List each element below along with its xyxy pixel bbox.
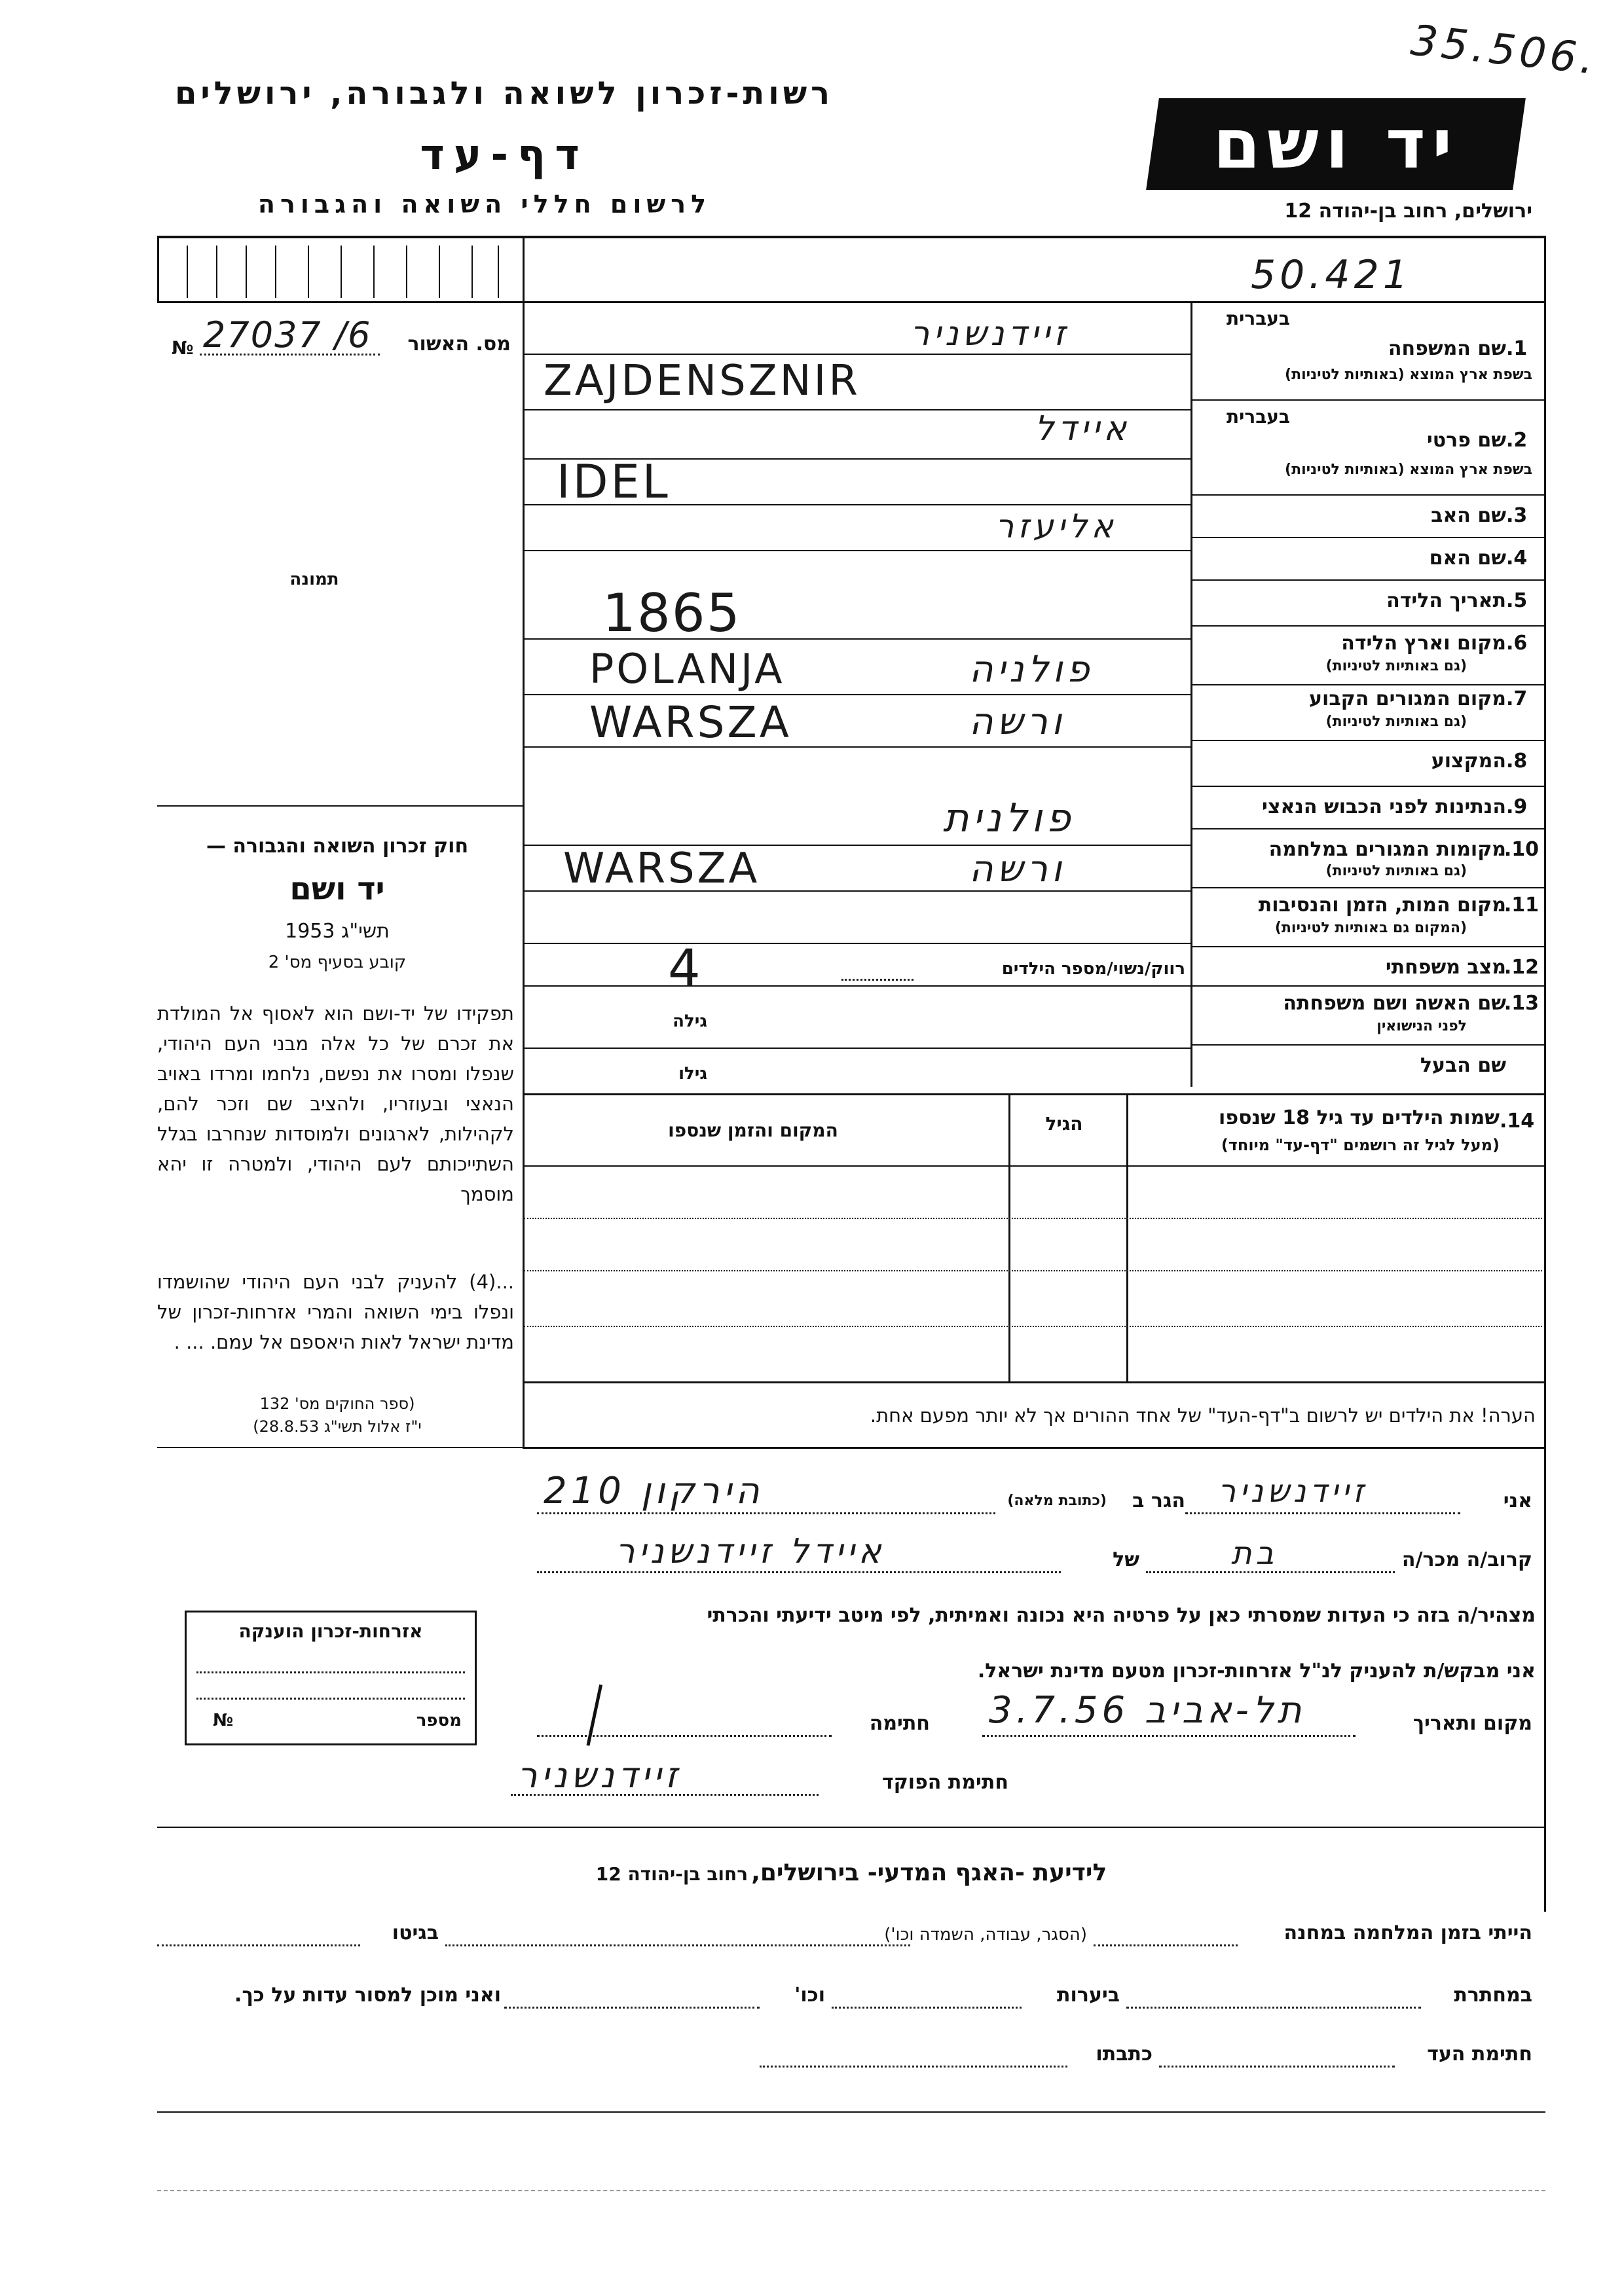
field-7-number: 7. [1506, 687, 1528, 710]
note-bottom [523, 1447, 1544, 1449]
citizenship-title: אזרחות-זכרון הוענקה [238, 1620, 423, 1642]
note-left [523, 1381, 525, 1447]
footer-cut-line [157, 2190, 1545, 2191]
field-5-value: 1865 [602, 583, 741, 644]
field-9-number: 9. [1506, 795, 1528, 818]
row-3-bottom [1190, 537, 1544, 538]
children-divider-1 [1126, 1093, 1128, 1381]
children-divider-2 [1008, 1093, 1010, 1381]
field-7-label: מקום המגורים הקבוע [1309, 687, 1506, 710]
field-11-number: 11. [1504, 894, 1539, 917]
row-12-bottom [1190, 985, 1544, 987]
citizenship-line-2 [196, 1698, 465, 1700]
field-6-latin-value: POLANJA [589, 645, 785, 693]
decl-place-date-value: תל-אביב 3.7.56 [989, 1689, 1306, 1732]
authority-name: רשות-זכרון לשואה ולגבורה, ירושלים [174, 75, 834, 112]
footer-bottom-rule [157, 2111, 1545, 2113]
law-text-2: ...(4) להעניק לבני העם היהודי שהושמדו ונפלו בימי השואה והמרי אזרחות-זכרון של מדינת ישראל לאות היאספם אל עמם. ... . [157, 1271, 514, 1353]
field-13-sub: לפני הנישואין [1376, 1018, 1467, 1034]
field-1-label: שם המשפחה [1388, 337, 1506, 360]
tick-10 [471, 246, 473, 298]
tick-7 [373, 246, 375, 298]
decl-address-line [537, 1512, 995, 1514]
decl-relation-value: בת [1231, 1535, 1278, 1572]
children-sub: (מעל לגיל זה רושמים "דף-עד" מיוחד) [1221, 1136, 1500, 1154]
field-6-label: מקום וארץ הלידה [1341, 632, 1506, 655]
field-3-value: אליעזר [995, 507, 1117, 545]
footer-title: לידיעת -האגף המדעי- בירושלים, [751, 1859, 1107, 1886]
decl-signature-label: חתימה [869, 1712, 930, 1735]
decl-official-label: חתימת הפוקד [882, 1771, 1008, 1794]
footer-line2c: וכו' [794, 1984, 825, 2007]
tick-2 [216, 246, 217, 298]
field-10-sub: (גם באותיות לטיניות) [1325, 863, 1467, 879]
footer-line2-fill-3 [504, 2007, 760, 2009]
field-7-sub: (גם באותיות לטיניות) [1325, 714, 1467, 730]
row-1-bottom [1190, 399, 1544, 401]
tick-3 [246, 246, 247, 298]
decl-line-4: אני מבקש/ת להעניק לנ"ל אזרחות-זכרון מטעם מדינת ישראל. [977, 1660, 1536, 1683]
field-9-value: פולנית [943, 795, 1075, 841]
archive-number: 35.506. [1408, 16, 1600, 84]
field-6-hebrew-value: פולניה [969, 648, 1094, 691]
field-9-label: הנתינות לפני הכבוש הנאצי [1262, 795, 1506, 818]
field-3-number: 3. [1506, 504, 1528, 527]
field-10-number: 10. [1504, 838, 1539, 861]
decl-line-3: מצהיר/ה בזה כי העדות שמסרתי כאן על פרטיה היא נכונה ואמיתית, לפי מיטב ידיעתי והכרתי [707, 1604, 1536, 1627]
law-ref-1: (ספר החוקים מס' 132 [259, 1394, 415, 1413]
field-12-inline-label: רווק/נשוי/מספר הילדים [1001, 959, 1185, 979]
footer-line1a: הייתי בזמן המלחמה במחנה [1283, 1922, 1532, 1944]
field-7-latin-value: WARSZA [589, 697, 792, 748]
footer-title-line [524, 1859, 1179, 1886]
decl-official-value: זיידנשניר [517, 1755, 682, 1796]
field-3-label: שם האב [1431, 504, 1506, 527]
field-12-number: 12. [1504, 956, 1539, 979]
tick-11 [498, 246, 499, 298]
decl-ani-line [1185, 1512, 1460, 1514]
form-title: דף-עד [420, 131, 589, 179]
footer-line2a: במחתרת [1454, 1984, 1532, 2007]
law-year: תשי"ג 1953 [285, 920, 390, 943]
decl-of-value: איידל זיידנשניר [616, 1532, 885, 1571]
law-title: חוק זכרון השואה והגבורה — [206, 835, 469, 858]
field-8-number: 8. [1506, 750, 1528, 773]
decl-place-date-line [982, 1735, 1356, 1737]
field-1-latin-value: ZAJDENSZNIR [544, 357, 860, 405]
field-13-label: שם האשה ושם משפחתה [1283, 992, 1506, 1015]
field-2-sub: בשפת ארץ המוצא (באותיות לטיניות) [1285, 462, 1532, 478]
logo-text: יד ושם [1213, 104, 1459, 184]
hand-number: 50.421 [1251, 252, 1412, 298]
field-1-lang: בעברית [1226, 308, 1290, 329]
field-10-latin-value: WARSZA [563, 845, 760, 893]
citizenship-line-1 [196, 1671, 465, 1673]
entry-line-6 [523, 694, 1190, 695]
yad-vashem-logo [1146, 98, 1526, 190]
husband-age-label: גילו [678, 1064, 707, 1084]
row-13-bottom [1190, 1044, 1544, 1046]
row-11-bottom [1190, 946, 1544, 947]
children-row-1 [524, 1218, 1542, 1219]
field-2-number: 2. [1506, 429, 1528, 452]
field-6-sub: (גם באותיות לטיניות) [1325, 658, 1467, 674]
decl-signature-line [537, 1735, 832, 1737]
children-col-age: הגיל [1045, 1113, 1083, 1135]
field-12-dotted-line [841, 979, 913, 981]
field-13-number: 13. [1504, 992, 1539, 1015]
field-2-label: שם פרטי [1426, 429, 1506, 452]
field-12-label: מצב משפחתי [1385, 956, 1506, 979]
citizenship-no-sign: № [213, 1711, 234, 1730]
footer-line2d: ואני מוכן למסור עדות על כך. [234, 1984, 501, 2007]
field-10-hebrew-value: ורשה [969, 848, 1066, 890]
field-13-age-label: גילה [673, 1011, 707, 1031]
footer-line1-fill-1 [1094, 1944, 1238, 1946]
children-col-place: המקום והזמן שנספו [668, 1120, 838, 1141]
footer-line2-fill-2 [832, 2007, 1022, 2009]
decl-relative-label: קרוב/ה מכר/ה [1401, 1548, 1532, 1571]
header-rule [157, 236, 1545, 238]
footer-line3-fill-2 [760, 2066, 1067, 2068]
footer-line3-fill-1 [1159, 2066, 1395, 2068]
record-number-line [200, 354, 380, 355]
entry-line-3 [523, 550, 1190, 551]
footer-line3b: כתבתו [1096, 2043, 1153, 2066]
record-number-no-sign: № [172, 337, 194, 359]
entry-line-11 [523, 943, 1190, 944]
tick-1 [187, 246, 188, 298]
header-address: ירושלים, רחוב בן-יהודה 12 [1284, 200, 1532, 223]
footer-line2b: ביערות [1057, 1984, 1120, 2007]
tick-5 [308, 246, 309, 298]
decl-address-hint: (כתובת מלאה) [1007, 1493, 1107, 1509]
form-subtitle: לרשום חללי השואה והגבורה [257, 190, 712, 219]
tick-4 [275, 246, 276, 298]
declaration-bottom-rule [157, 1827, 1545, 1828]
row-6-bottom [1190, 684, 1544, 685]
children-title: שמות הילדים עד גיל 18 שנספו [1219, 1106, 1500, 1129]
decl-of-line [537, 1571, 1061, 1573]
field-1-sub: בשפת ארץ המוצא (באותיות לטיניות) [1285, 367, 1532, 383]
children-divider-left [523, 1093, 525, 1381]
footer-line3a: חתימת העד [1427, 2043, 1532, 2066]
field-11-sub: (המקום גם באותיות לטיניות) [1274, 920, 1467, 936]
entry-line-14 [523, 1093, 1544, 1095]
field-12-value: 4 [668, 939, 705, 998]
children-row-3 [524, 1326, 1542, 1327]
row-5-bottom [1190, 625, 1544, 627]
law-ref-2: י"ז אלול תשי"ג 28.8.53) [253, 1417, 422, 1436]
field-4-label: שם האם [1429, 547, 1506, 570]
citizenship-box [185, 1611, 477, 1745]
tick-row-bottom [157, 301, 1545, 303]
field-8-label: המקצוע [1431, 750, 1506, 773]
footer-line1b: (הסגר, עבודה, השמדה וכו') [884, 1925, 1087, 1944]
children-bottom [523, 1381, 1544, 1383]
field-5-label: תאריך הלידה [1386, 589, 1506, 612]
photo-label: תמונה [289, 570, 339, 589]
tick-6 [341, 246, 342, 298]
decl-signature-mark [586, 1685, 619, 1749]
decl-address-value: הירקון 210 [544, 1470, 764, 1512]
husband-label: שם הבעל [1420, 1054, 1506, 1077]
field-10-label: מקומות המגורים במלחמה [1268, 838, 1506, 861]
decl-ani-label: אני [1503, 1489, 1532, 1512]
children-row-2 [524, 1270, 1542, 1271]
footer-line2-fill-1 [1126, 2007, 1421, 2009]
footer-line1-fill-3 [157, 1944, 360, 1946]
right-border [1544, 236, 1546, 1912]
entry-line-12 [523, 985, 1190, 987]
decl-ani-value: זיידנשניר [1218, 1473, 1368, 1510]
row-2-bottom [1190, 494, 1544, 496]
citizenship-number-label: מספר [416, 1711, 462, 1730]
row-4-bottom [1190, 579, 1544, 581]
row-10-bottom [1190, 887, 1544, 888]
children-number: 14. [1500, 1110, 1535, 1133]
law-clause: קובע בסעיף מס' 2 [268, 953, 407, 972]
children-header-rule [523, 1165, 1544, 1167]
record-number-label: מס. האשור [407, 333, 511, 355]
field-2-lang: בעברית [1226, 406, 1290, 428]
footer-line1-fill-2 [445, 1944, 910, 1946]
law-top-rule [157, 805, 523, 807]
law-name: יד ושם [289, 871, 385, 907]
note-text: הערה! את הילדים יש לרשום ב"דף-העד" של אחד ההורים אך לא יותר מפעם אחת. [870, 1404, 1536, 1427]
row-9-bottom [1190, 828, 1544, 829]
field-6-number: 6. [1506, 632, 1528, 655]
law-text-1: תפקידו של יד-ושם הוא לאסוף אל המולדת את זכרם של כל אלה מבני העם היהודי, שנפלו ומסרו את נפשם, נלחמו ומרדו באויב הנאצי ובעוזריו, ולהציב שם וזכר להם, לקהילות, לארגונים ולמוסדות שנחרבו בגלל השתייכותם לעם היהודי, ולמטרה זו יהא מוסמך [157, 1002, 514, 1205]
field-11-label: מקום המות, הזמן והנסיבות [1258, 894, 1506, 917]
decl-of-label: של [1113, 1548, 1139, 1571]
field-7-hebrew-value: ורשה [969, 701, 1066, 743]
field-label-divider [1190, 301, 1192, 1087]
field-1-number: 1. [1506, 337, 1528, 360]
footer-address: רחוב בן-יהודה 12 [595, 1863, 748, 1885]
field-2-latin-value: IDEL [557, 455, 671, 509]
tick-8 [406, 246, 407, 298]
field-2-hebrew-value: איידל [1035, 409, 1130, 448]
left-column-border [523, 236, 525, 1106]
decl-resides-label: הגר ב [1132, 1489, 1185, 1512]
entry-line-13 [523, 1048, 1190, 1049]
record-number-value: 27037 /6 [203, 314, 372, 355]
decl-place-date-label: מקום ותאריך [1412, 1712, 1532, 1735]
field-1-hebrew-value: זיידנשניר [910, 314, 1070, 354]
field-5-number: 5. [1506, 589, 1528, 612]
entry-line-1 [523, 354, 1190, 355]
row-8-bottom [1190, 786, 1544, 787]
field-4-number: 4. [1506, 547, 1528, 570]
law-bottom-rule [157, 1447, 523, 1448]
row-7-bottom [1190, 740, 1544, 741]
footer-line1c: בגיטו [392, 1922, 439, 1944]
page-left-border [157, 236, 159, 301]
tick-9 [439, 246, 440, 298]
